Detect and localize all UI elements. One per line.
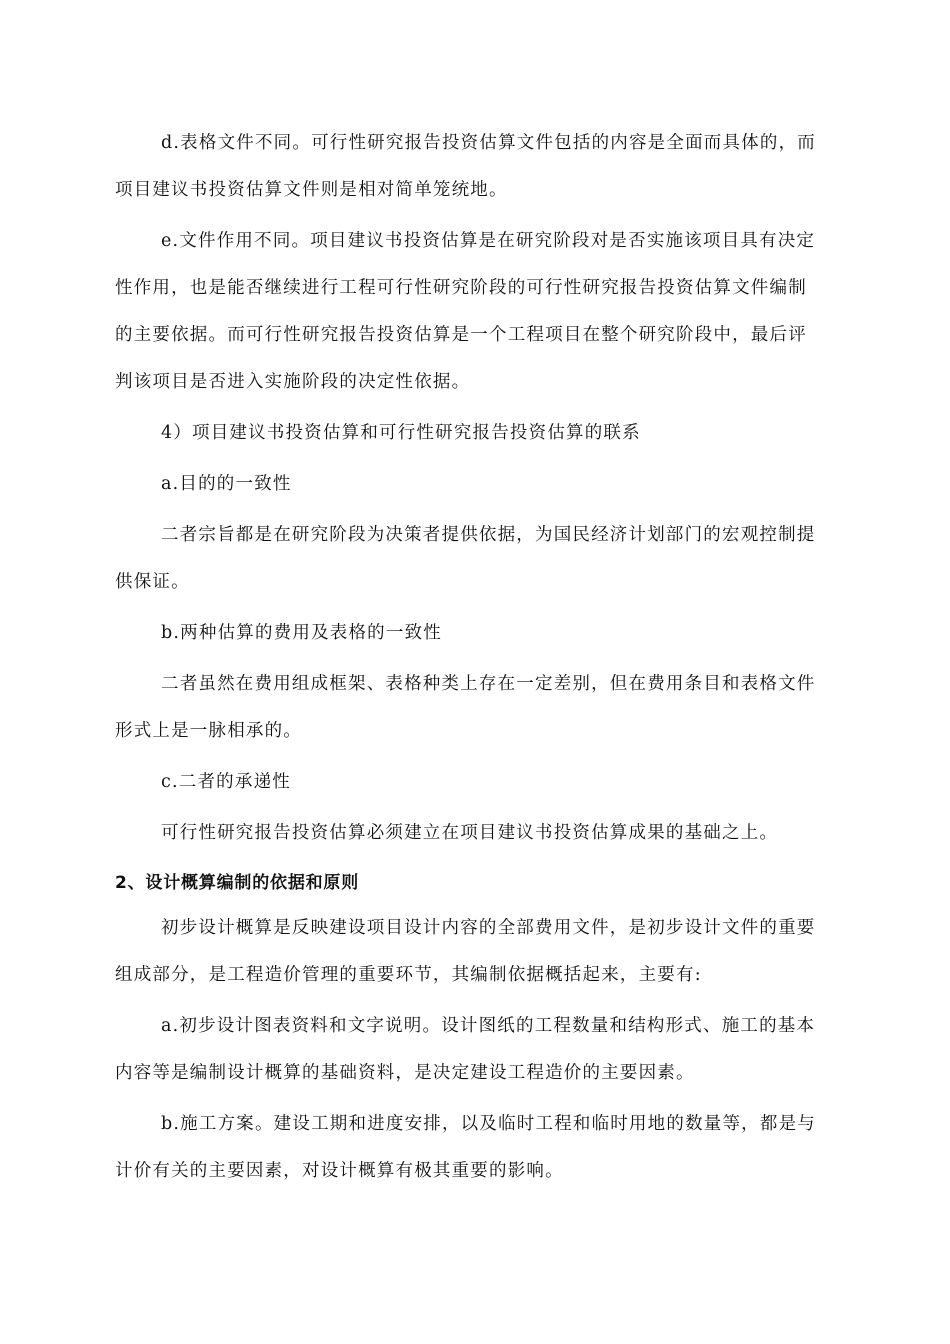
text-line: 计价有关的主要因素，对设计概算有极其重要的影响。 xyxy=(115,1161,564,1181)
text-line: 二者宗旨都是在研究阶段为决策者提供依据，为国民经济计划部门的宏观控制提 xyxy=(161,525,816,545)
text-line: a.目的的一致性 xyxy=(161,474,292,494)
text-line: d.表格文件不同。可行性研究报告投资估算文件包括的内容是全面而具体的，而 xyxy=(161,133,816,153)
text-line: 4）项目建议书投资估算和可行性研究报告投资估算的联系 xyxy=(161,423,641,443)
text-line: 供保证。 xyxy=(115,572,190,592)
text-line: 组成部分，是工程造价管理的重要环节，其编制依据概括起来，主要有: xyxy=(115,965,702,985)
text-line: 可行性研究报告投资估算必须建立在项目建议书投资估算成果的基础之上。 xyxy=(161,823,779,843)
paragraph-cost-detail xyxy=(115,661,837,755)
text-line: c.二者的承递性 xyxy=(161,772,291,792)
paragraph-b-construction-plan xyxy=(115,1101,837,1195)
paragraph-preliminary-estimate xyxy=(115,905,837,999)
text-line: 内容等是编制设计概算的基础资料，是决定建设工程造价的主要因素。 xyxy=(115,1063,695,1083)
document-body xyxy=(115,120,837,1199)
text-line: 二者虽然在费用组成框架、表格种类上存在一定差别，但在费用条目和表格文件 xyxy=(161,674,816,694)
text-line: 项目建议书投资估算文件则是相对简单笼统地。 xyxy=(115,180,508,200)
text-line: b.两种估算的费用及表格的一致性 xyxy=(161,623,442,643)
paragraph-a-design-data xyxy=(115,1003,837,1097)
section-heading: 2、设计概算编制的依据和原则 xyxy=(115,873,360,893)
text-line: 性作用，也是能否继续进行工程可行性研究阶段的可行性研究报告投资估算文件编制 xyxy=(115,278,807,298)
item-a-purpose-consistency xyxy=(115,461,837,508)
item-c-succession xyxy=(115,759,837,806)
item-b-cost-consistency xyxy=(115,610,837,657)
text-line: 的主要依据。而可行性研究报告投资估算是一个工程项目在整个研究阶段中，最后评 xyxy=(115,325,807,345)
subheading-4-relationship xyxy=(115,410,837,457)
paragraph-succession-detail xyxy=(115,810,837,857)
text-line: a.初步设计图表资料和文字说明。设计图纸的工程数量和结构形式、施工的基本 xyxy=(161,1016,816,1036)
paragraph-d-form-difference xyxy=(115,120,837,214)
text-line: 初步设计概算是反映建设项目设计内容的全部费用文件，是初步设计文件的重要 xyxy=(161,918,816,938)
paragraph-purpose-detail xyxy=(115,512,837,606)
paragraph-e-function-difference xyxy=(115,218,837,406)
text-line: b.施工方案。建设工期和进度安排，以及临时工程和临时用地的数量等，都是与 xyxy=(161,1114,816,1134)
text-line: 判该项目是否进入实施阶段的决定性依据。 xyxy=(115,372,471,392)
text-line: e.文件作用不同。项目建议书投资估算是在研究阶段对是否实施该项目具有决定 xyxy=(161,231,816,251)
text-line: 形式上是一脉相承的。 xyxy=(115,721,302,741)
